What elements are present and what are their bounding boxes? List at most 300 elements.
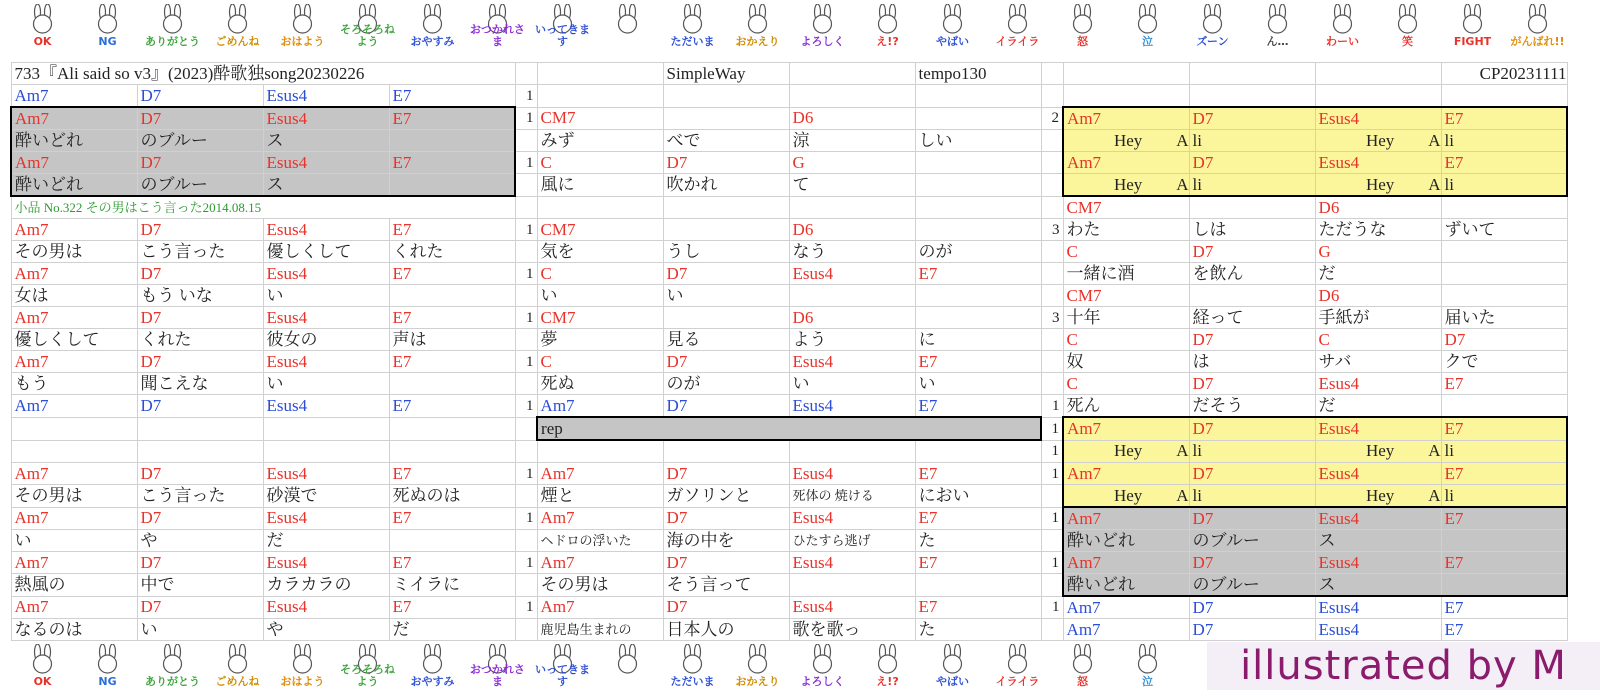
- sheet-cell[interactable]: D7: [663, 552, 789, 574]
- sheet-cell[interactable]: Am7: [537, 463, 663, 485]
- measure-count-cell[interactable]: 1: [515, 85, 537, 108]
- sheet-cell[interactable]: 熱風の: [11, 574, 137, 597]
- sheet-cell[interactable]: D7: [663, 351, 789, 373]
- sheet-cell[interactable]: に: [915, 329, 1041, 351]
- sheet-cell[interactable]: E7: [389, 107, 515, 130]
- sheet-cell[interactable]: [663, 440, 789, 463]
- sheet-cell[interactable]: Esus4: [789, 351, 915, 373]
- sheet-cell[interactable]: li: [1189, 174, 1315, 197]
- sheet-cell[interactable]: [1315, 85, 1441, 108]
- sheet-cell[interactable]: なるのは: [11, 619, 137, 641]
- sheet-cell[interactable]: D7: [137, 107, 263, 130]
- sheet-cell[interactable]: E7: [1441, 619, 1567, 641]
- sheet-cell[interactable]: Esus4: [263, 463, 389, 485]
- sheet-cell[interactable]: Esus4: [263, 596, 389, 619]
- sheet-cell[interactable]: [263, 440, 389, 463]
- sheet-cell[interactable]: [11, 417, 137, 440]
- sheet-cell[interactable]: D7: [137, 507, 263, 530]
- sheet-cell[interactable]: Hey A: [1315, 440, 1441, 463]
- sheet-cell[interactable]: しい: [915, 130, 1041, 152]
- sheet-cell[interactable]: 733『Ali said so v3』(2023)酔歌独song20230226: [11, 63, 515, 85]
- sheet-cell[interactable]: 吹かれ: [663, 174, 789, 197]
- sheet-cell[interactable]: Am7: [11, 507, 137, 530]
- sheet-cell[interactable]: D7: [1189, 107, 1315, 130]
- sheet-cell[interactable]: [1441, 285, 1567, 307]
- sheet-cell[interactable]: ス: [263, 174, 389, 197]
- sheet-cell[interactable]: D7: [663, 463, 789, 485]
- sheet-cell[interactable]: D7: [663, 395, 789, 418]
- sheet-cell[interactable]: [263, 417, 389, 440]
- sheet-cell[interactable]: [663, 219, 789, 241]
- sheet-cell[interactable]: Esus4: [263, 85, 389, 108]
- sheet-cell[interactable]: [1441, 574, 1567, 597]
- sheet-cell[interactable]: 経って: [1189, 307, 1315, 329]
- sheet-cell[interactable]: Esus4: [789, 507, 915, 530]
- sheet-cell[interactable]: Am7: [1063, 552, 1189, 574]
- sheet-cell[interactable]: [1189, 63, 1315, 85]
- sheet-cell[interactable]: Esus4: [1315, 463, 1441, 485]
- measure-count-cell[interactable]: [515, 285, 537, 307]
- sheet-cell[interactable]: D6: [789, 107, 915, 130]
- sheet-cell[interactable]: D7: [137, 263, 263, 285]
- sheet-cell[interactable]: わた: [1063, 219, 1189, 241]
- sheet-cell[interactable]: [537, 196, 663, 219]
- measure-count-cell[interactable]: 1: [1041, 507, 1063, 530]
- sheet-cell[interactable]: Am7: [537, 395, 663, 418]
- sheet-cell[interactable]: Hey A: [1315, 485, 1441, 508]
- measure-count-cell[interactable]: 3: [1041, 219, 1063, 241]
- sheet-cell[interactable]: E7: [915, 395, 1041, 418]
- sheet-cell[interactable]: Hey A: [1315, 130, 1441, 152]
- sheet-cell[interactable]: [389, 174, 515, 197]
- measure-count-cell[interactable]: 1: [515, 107, 537, 130]
- measure-count-cell[interactable]: [1041, 485, 1063, 508]
- sheet-cell[interactable]: だ: [1315, 395, 1441, 418]
- sheet-cell[interactable]: CP20231111: [1441, 63, 1567, 85]
- sheet-cell[interactable]: こう言った: [137, 241, 263, 263]
- sheet-cell[interactable]: Am7: [537, 596, 663, 619]
- sheet-cell[interactable]: E7: [389, 351, 515, 373]
- sheet-cell[interactable]: E7: [389, 463, 515, 485]
- sheet-cell[interactable]: ヘドロの浮いた: [537, 530, 663, 552]
- sheet-cell[interactable]: D6: [1315, 285, 1441, 307]
- sheet-cell[interactable]: て: [789, 174, 915, 197]
- measure-count-cell[interactable]: [1041, 574, 1063, 597]
- sheet-cell[interactable]: D7: [1189, 596, 1315, 619]
- measure-count-cell[interactable]: [515, 619, 537, 641]
- sheet-cell[interactable]: その男は: [11, 485, 137, 508]
- sheet-cell[interactable]: た: [915, 619, 1041, 641]
- measure-count-cell[interactable]: 1: [1041, 463, 1063, 485]
- sheet-cell[interactable]: D7: [663, 596, 789, 619]
- sheet-cell[interactable]: D7: [137, 307, 263, 329]
- sheet-cell[interactable]: D7: [1441, 329, 1567, 351]
- sheet-cell[interactable]: クで: [1441, 351, 1567, 373]
- sheet-cell[interactable]: D7: [137, 219, 263, 241]
- sheet-cell[interactable]: E7: [915, 463, 1041, 485]
- sheet-cell[interactable]: うし: [663, 241, 789, 263]
- sheet-cell[interactable]: C: [1063, 373, 1189, 395]
- sheet-cell[interactable]: li: [1189, 485, 1315, 508]
- measure-count-cell[interactable]: 1: [515, 219, 537, 241]
- sheet-cell[interactable]: なう: [789, 241, 915, 263]
- sheet-cell[interactable]: E7: [389, 152, 515, 174]
- sheet-cell[interactable]: E7: [389, 85, 515, 108]
- sheet-cell[interactable]: G: [1315, 241, 1441, 263]
- sheet-cell[interactable]: 涼: [789, 130, 915, 152]
- sheet-cell[interactable]: もう いな: [137, 285, 263, 307]
- sheet-cell[interactable]: li: [1441, 440, 1567, 463]
- sheet-cell[interactable]: C: [1063, 329, 1189, 351]
- measure-count-cell[interactable]: [1041, 530, 1063, 552]
- sheet-cell[interactable]: D7: [1189, 373, 1315, 395]
- sheet-cell[interactable]: E7: [389, 596, 515, 619]
- measure-count-cell[interactable]: [515, 417, 537, 440]
- sheet-cell[interactable]: [389, 130, 515, 152]
- sheet-cell[interactable]: Esus4: [263, 507, 389, 530]
- sheet-cell[interactable]: い: [789, 373, 915, 395]
- sheet-cell[interactable]: Esus4: [263, 307, 389, 329]
- measure-count-cell[interactable]: [515, 63, 537, 85]
- sheet-cell[interactable]: E7: [1441, 417, 1567, 440]
- measure-count-cell[interactable]: [515, 329, 537, 351]
- sheet-cell[interactable]: Am7: [11, 552, 137, 574]
- sheet-cell[interactable]: 酔いどれ: [1063, 574, 1189, 597]
- measure-count-cell[interactable]: 1: [1041, 552, 1063, 574]
- sheet-cell[interactable]: Am7: [11, 596, 137, 619]
- sheet-cell[interactable]: 歌を歌っ: [789, 619, 915, 641]
- sheet-cell[interactable]: Esus4: [1315, 152, 1441, 174]
- sheet-cell[interactable]: E7: [915, 552, 1041, 574]
- sheet-cell[interactable]: E7: [1441, 463, 1567, 485]
- sheet-cell[interactable]: SimpleWay: [663, 63, 789, 85]
- sheet-cell[interactable]: [663, 107, 789, 130]
- sheet-cell[interactable]: C: [537, 351, 663, 373]
- sheet-cell[interactable]: [915, 440, 1041, 463]
- sheet-cell[interactable]: [137, 440, 263, 463]
- sheet-cell[interactable]: べで: [663, 130, 789, 152]
- measure-count-cell[interactable]: [1041, 130, 1063, 152]
- sheet-cell[interactable]: Am7: [11, 307, 137, 329]
- sheet-cell[interactable]: [789, 285, 915, 307]
- sheet-cell[interactable]: Esus4: [1315, 373, 1441, 395]
- sheet-cell[interactable]: Am7: [11, 463, 137, 485]
- sheet-cell[interactable]: E7: [1441, 596, 1567, 619]
- sheet-cell[interactable]: Am7: [11, 152, 137, 174]
- sheet-cell[interactable]: Am7: [11, 351, 137, 373]
- sheet-cell[interactable]: [389, 440, 515, 463]
- sheet-cell[interactable]: Am7: [1063, 463, 1189, 485]
- sheet-cell[interactable]: [537, 63, 663, 85]
- sheet-cell[interactable]: [915, 285, 1041, 307]
- sheet-cell[interactable]: CM7: [1063, 196, 1189, 219]
- measure-count-cell[interactable]: [1041, 263, 1063, 285]
- measure-count-cell[interactable]: [515, 373, 537, 395]
- sheet-cell[interactable]: [389, 530, 515, 552]
- measure-count-cell[interactable]: [1041, 351, 1063, 373]
- sheet-cell[interactable]: 夢: [537, 329, 663, 351]
- sheet-cell[interactable]: や: [263, 619, 389, 641]
- sheet-cell[interactable]: Esus4: [1315, 107, 1441, 130]
- sheet-cell[interactable]: D7: [1189, 619, 1315, 641]
- sheet-cell[interactable]: D7: [137, 463, 263, 485]
- sheet-cell[interactable]: [389, 373, 515, 395]
- sheet-cell[interactable]: 風に: [537, 174, 663, 197]
- measure-count-cell[interactable]: [515, 241, 537, 263]
- measure-count-cell[interactable]: 1: [515, 307, 537, 329]
- sheet-cell[interactable]: におい: [915, 485, 1041, 508]
- sheet-cell[interactable]: Esus4: [789, 463, 915, 485]
- sheet-cell[interactable]: Hey A: [1315, 174, 1441, 197]
- measure-count-cell[interactable]: 1: [515, 596, 537, 619]
- measure-count-cell[interactable]: [1041, 285, 1063, 307]
- sheet-cell[interactable]: [1063, 85, 1189, 108]
- sheet-cell[interactable]: 優しくして: [263, 241, 389, 263]
- sheet-cell[interactable]: E7: [1441, 373, 1567, 395]
- sheet-cell[interactable]: Am7: [1063, 152, 1189, 174]
- sheet-cell[interactable]: D6: [789, 307, 915, 329]
- sheet-cell[interactable]: [915, 196, 1041, 219]
- sheet-cell[interactable]: 女は: [11, 285, 137, 307]
- sheet-cell[interactable]: Am7: [1063, 507, 1189, 530]
- sheet-cell[interactable]: 煙と: [537, 485, 663, 508]
- sheet-cell[interactable]: CM7: [537, 107, 663, 130]
- sheet-cell[interactable]: そう言って: [663, 574, 789, 597]
- sheet-cell[interactable]: だそう: [1189, 395, 1315, 418]
- sheet-cell[interactable]: D7: [137, 596, 263, 619]
- measure-count-cell[interactable]: [515, 485, 537, 508]
- sheet-cell[interactable]: のが: [663, 373, 789, 395]
- sheet-cell[interactable]: ひたすら逃げ: [789, 530, 915, 552]
- sheet-cell[interactable]: Esus4: [789, 395, 915, 418]
- sheet-cell[interactable]: 鹿児島生まれの: [537, 619, 663, 641]
- sheet-cell[interactable]: [789, 440, 915, 463]
- measure-count-cell[interactable]: 1: [515, 395, 537, 418]
- sheet-cell[interactable]: [915, 219, 1041, 241]
- sheet-cell[interactable]: Esus4: [789, 596, 915, 619]
- measure-count-cell[interactable]: [1041, 329, 1063, 351]
- sheet-cell[interactable]: [137, 417, 263, 440]
- sheet-cell[interactable]: は: [1189, 351, 1315, 373]
- sheet-cell[interactable]: た: [915, 530, 1041, 552]
- sheet-cell[interactable]: [1189, 285, 1315, 307]
- sheet-cell[interactable]: E7: [915, 596, 1041, 619]
- measure-count-cell[interactable]: [515, 440, 537, 463]
- measure-count-cell[interactable]: 1: [1041, 395, 1063, 418]
- sheet-cell[interactable]: 砂漠で: [263, 485, 389, 508]
- sheet-cell[interactable]: だ: [263, 530, 389, 552]
- sheet-cell[interactable]: tempo130: [915, 63, 1041, 85]
- sheet-cell[interactable]: い: [137, 619, 263, 641]
- measure-count-cell[interactable]: [515, 574, 537, 597]
- sheet-cell[interactable]: D7: [663, 152, 789, 174]
- measure-count-cell[interactable]: 1: [515, 351, 537, 373]
- sheet-cell[interactable]: ス: [263, 130, 389, 152]
- sheet-cell[interactable]: のブルー: [1189, 574, 1315, 597]
- sheet-cell[interactable]: ガソリンと: [663, 485, 789, 508]
- sheet-cell[interactable]: 奴: [1063, 351, 1189, 373]
- sheet-cell[interactable]: [537, 440, 663, 463]
- measure-count-cell[interactable]: 1: [1041, 596, 1063, 619]
- measure-count-cell[interactable]: [1041, 241, 1063, 263]
- measure-count-cell[interactable]: 1: [1041, 440, 1063, 463]
- sheet-cell[interactable]: rep: [537, 417, 1041, 440]
- measure-count-cell[interactable]: 1: [515, 507, 537, 530]
- sheet-cell[interactable]: Hey A: [1063, 174, 1189, 197]
- sheet-cell[interactable]: 酔いどれ: [11, 130, 137, 152]
- sheet-cell[interactable]: Am7: [1063, 107, 1189, 130]
- sheet-cell[interactable]: D7: [1189, 241, 1315, 263]
- measure-count-cell[interactable]: [1041, 373, 1063, 395]
- sheet-cell[interactable]: Esus4: [1315, 552, 1441, 574]
- sheet-cell[interactable]: 死ん: [1063, 395, 1189, 418]
- sheet-cell[interactable]: 死ぬ: [537, 373, 663, 395]
- sheet-cell[interactable]: サバ: [1315, 351, 1441, 373]
- sheet-cell[interactable]: Esus4: [263, 552, 389, 574]
- sheet-cell[interactable]: だ: [1315, 263, 1441, 285]
- sheet-cell[interactable]: 気を: [537, 241, 663, 263]
- sheet-cell[interactable]: C: [1063, 241, 1189, 263]
- sheet-cell[interactable]: 優しくして: [11, 329, 137, 351]
- sheet-cell[interactable]: E7: [915, 507, 1041, 530]
- sheet-cell[interactable]: CM7: [537, 307, 663, 329]
- measure-count-cell[interactable]: [515, 196, 537, 219]
- sheet-cell[interactable]: E7: [1441, 552, 1567, 574]
- sheet-cell[interactable]: C: [537, 263, 663, 285]
- sheet-cell[interactable]: D7: [137, 351, 263, 373]
- sheet-cell[interactable]: カラカラの: [263, 574, 389, 597]
- sheet-cell[interactable]: [789, 196, 915, 219]
- sheet-cell[interactable]: い: [263, 285, 389, 307]
- sheet-cell[interactable]: D7: [1189, 463, 1315, 485]
- sheet-cell[interactable]: ス: [1315, 574, 1441, 597]
- sheet-cell[interactable]: い: [263, 373, 389, 395]
- sheet-cell[interactable]: その男は: [11, 241, 137, 263]
- sheet-cell[interactable]: Am7: [1063, 417, 1189, 440]
- sheet-cell[interactable]: のが: [915, 241, 1041, 263]
- sheet-cell[interactable]: Am7: [11, 263, 137, 285]
- sheet-cell[interactable]: [1041, 85, 1063, 108]
- sheet-cell[interactable]: D7: [1189, 152, 1315, 174]
- sheet-cell[interactable]: [1441, 85, 1567, 108]
- sheet-cell[interactable]: Am7: [1063, 596, 1189, 619]
- sheet-cell[interactable]: E7: [1441, 107, 1567, 130]
- sheet-cell[interactable]: CM7: [1063, 285, 1189, 307]
- sheet-cell[interactable]: [1063, 63, 1189, 85]
- sheet-cell[interactable]: E7: [1441, 507, 1567, 530]
- sheet-cell[interactable]: Am7: [11, 219, 137, 241]
- sheet-cell[interactable]: [915, 174, 1041, 197]
- sheet-cell[interactable]: li: [1441, 130, 1567, 152]
- measure-count-cell[interactable]: 2: [1041, 107, 1063, 130]
- sheet-cell[interactable]: のブルー: [137, 174, 263, 197]
- sheet-cell[interactable]: 海の中を: [663, 530, 789, 552]
- sheet-cell[interactable]: 小品 No.322 その男はこう言った2014.08.15: [11, 196, 515, 219]
- sheet-cell[interactable]: 十年: [1063, 307, 1189, 329]
- sheet-cell[interactable]: 声は: [389, 329, 515, 351]
- sheet-cell[interactable]: [789, 63, 915, 85]
- sheet-cell[interactable]: E7: [389, 307, 515, 329]
- sheet-cell[interactable]: しは: [1189, 219, 1315, 241]
- sheet-cell[interactable]: Esus4: [263, 219, 389, 241]
- measure-count-cell[interactable]: [1041, 174, 1063, 197]
- sheet-cell[interactable]: li: [1441, 174, 1567, 197]
- sheet-cell[interactable]: G: [789, 152, 915, 174]
- sheet-cell[interactable]: C: [537, 152, 663, 174]
- sheet-cell[interactable]: Esus4: [789, 552, 915, 574]
- measure-count-cell[interactable]: 1: [515, 552, 537, 574]
- sheet-cell[interactable]: 一緒に酒: [1063, 263, 1189, 285]
- sheet-cell[interactable]: Hey A: [1063, 485, 1189, 508]
- measure-count-cell[interactable]: 3: [1041, 307, 1063, 329]
- sheet-cell[interactable]: い: [663, 285, 789, 307]
- measure-count-cell[interactable]: [1041, 196, 1063, 219]
- sheet-cell[interactable]: 届いた: [1441, 307, 1567, 329]
- sheet-cell[interactable]: Esus4: [789, 263, 915, 285]
- sheet-cell[interactable]: を飲ん: [1189, 263, 1315, 285]
- sheet-cell[interactable]: Esus4: [263, 107, 389, 130]
- sheet-cell[interactable]: 彼女の: [263, 329, 389, 351]
- sheet-cell[interactable]: [1441, 241, 1567, 263]
- sheet-cell[interactable]: ただうな: [1315, 219, 1441, 241]
- sheet-cell[interactable]: [11, 440, 137, 463]
- sheet-cell[interactable]: [1441, 530, 1567, 552]
- sheet-cell[interactable]: li: [1189, 130, 1315, 152]
- sheet-cell[interactable]: C: [1315, 329, 1441, 351]
- sheet-cell[interactable]: [1315, 63, 1441, 85]
- sheet-cell[interactable]: [663, 85, 789, 108]
- sheet-cell[interactable]: Am7: [537, 552, 663, 574]
- sheet-cell[interactable]: [1041, 63, 1063, 85]
- sheet-cell[interactable]: [1441, 395, 1567, 418]
- sheet-cell[interactable]: のブルー: [137, 130, 263, 152]
- sheet-cell[interactable]: D7: [1189, 417, 1315, 440]
- sheet-cell[interactable]: Esus4: [1315, 619, 1441, 641]
- sheet-cell[interactable]: Esus4: [1315, 417, 1441, 440]
- sheet-cell[interactable]: D7: [1189, 552, 1315, 574]
- sheet-cell[interactable]: li: [1189, 440, 1315, 463]
- sheet-cell[interactable]: い: [915, 373, 1041, 395]
- sheet-cell[interactable]: 酔いどれ: [1063, 530, 1189, 552]
- sheet-cell[interactable]: E7: [915, 351, 1041, 373]
- sheet-cell[interactable]: みず: [537, 130, 663, 152]
- sheet-cell[interactable]: [537, 85, 663, 108]
- sheet-cell[interactable]: こう言った: [137, 485, 263, 508]
- sheet-cell[interactable]: E7: [389, 507, 515, 530]
- measure-count-cell[interactable]: 1: [515, 463, 537, 485]
- sheet-cell[interactable]: E7: [915, 263, 1041, 285]
- sheet-cell[interactable]: だ: [389, 619, 515, 641]
- sheet-cell[interactable]: [915, 152, 1041, 174]
- sheet-cell[interactable]: E7: [389, 395, 515, 418]
- sheet-cell[interactable]: D7: [137, 395, 263, 418]
- sheet-cell[interactable]: 死体の 焼ける: [789, 485, 915, 508]
- sheet-cell[interactable]: い: [537, 285, 663, 307]
- sheet-cell[interactable]: Am7: [537, 507, 663, 530]
- sheet-cell[interactable]: Esus4: [1315, 596, 1441, 619]
- sheet-cell[interactable]: [1189, 85, 1315, 108]
- sheet-cell[interactable]: Am7: [11, 85, 137, 108]
- sheet-cell[interactable]: li: [1441, 485, 1567, 508]
- measure-count-cell[interactable]: [515, 174, 537, 197]
- sheet-cell[interactable]: Esus4: [263, 263, 389, 285]
- measure-count-cell[interactable]: 1: [1041, 417, 1063, 440]
- sheet-cell[interactable]: 日本人の: [663, 619, 789, 641]
- sheet-cell[interactable]: Esus4: [263, 152, 389, 174]
- sheet-cell[interactable]: [663, 307, 789, 329]
- sheet-cell[interactable]: Esus4: [263, 395, 389, 418]
- sheet-cell[interactable]: Esus4: [263, 351, 389, 373]
